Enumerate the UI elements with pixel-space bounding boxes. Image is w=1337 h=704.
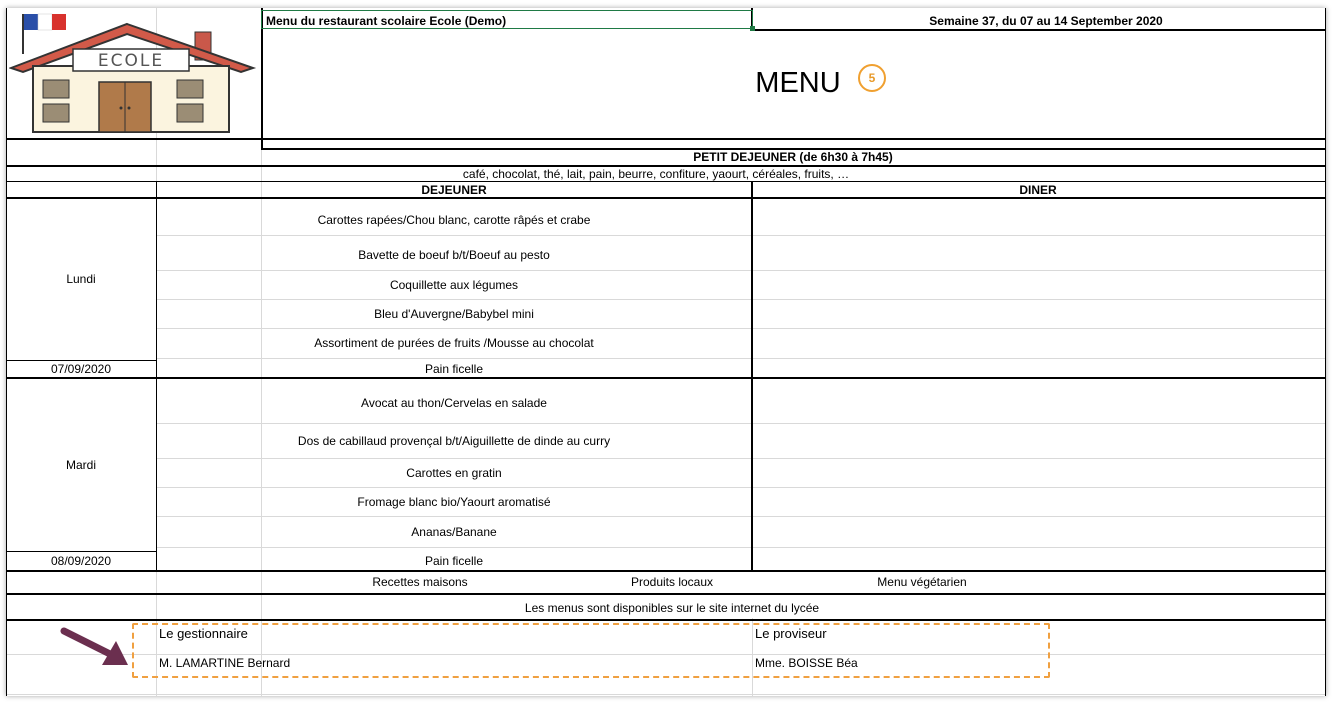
lunch-item: Fromage blanc bio/Yaourt aromatisé — [357, 495, 551, 509]
legend-vegetarien: Menu végétarien — [877, 575, 967, 589]
column-header-lunch: DEJEUNER — [421, 183, 487, 197]
day-date: 07/09/2020 — [50, 362, 112, 376]
day-label: Mardi — [65, 458, 97, 472]
lunch-item: Avocat au thon/Cervelas en salade — [361, 396, 547, 410]
lunch-item: Dos de cabillaud provençal b/t/Aiguillette de dinde au curry — [297, 434, 611, 448]
breakfast-title: PETIT DEJEUNER (de 6h30 à 7h45) — [693, 150, 893, 164]
step-badge — [858, 64, 886, 92]
menu-heading: MENU — [755, 67, 841, 99]
lunch-item: Carottes en gratin — [406, 466, 502, 480]
lunch-item: Bavette de boeuf b/t/Boeuf au pesto — [358, 248, 550, 262]
fill-handle[interactable] — [750, 26, 755, 31]
lunch-item: Assortiment de purées de fruits /Mousse au chocolat — [314, 336, 594, 350]
page-title: Menu du restaurant scolaire Ecole (Demo) — [266, 14, 507, 28]
spreadsheet-page — [6, 8, 1326, 696]
legend-recettes: Recettes maisons — [372, 575, 468, 589]
week-label: Semaine 37, du 07 au 14 September 2020 — [929, 14, 1163, 28]
principal-name: Mme. BOISSE Béa — [755, 656, 858, 670]
legend-produits: Produits locaux — [630, 575, 714, 589]
principal-title: Le proviseur — [755, 626, 827, 641]
lunch-item: Pain ficelle — [424, 362, 484, 376]
day-date: 08/09/2020 — [50, 554, 112, 568]
lunch-item: Pain ficelle — [424, 554, 484, 568]
highlight-box — [132, 623, 1050, 678]
breakfast-items: café, chocolat, thé, lait, pain, beurre, confiture, yaourt, céréales, fruits, … — [462, 167, 850, 181]
step-badge-number: 5 — [868, 71, 876, 85]
school-logo — [9, 10, 259, 136]
manager-title: Le gestionnaire — [159, 626, 248, 641]
lunch-item: Coquillette aux légumes — [389, 278, 519, 292]
logo-text: ECOLE — [97, 51, 165, 71]
day-label: Lundi — [66, 272, 96, 286]
column-header-dinner: DINER — [1019, 183, 1057, 197]
availability-note: Les menus sont disponibles sur le site internet du lycée — [524, 601, 820, 615]
manager-name: M. LAMARTINE Bernard — [159, 656, 291, 670]
lunch-item: Carottes rapées/Chou blanc, carotte râpés et crabe — [317, 213, 591, 227]
lunch-item: Ananas/Banane — [411, 525, 497, 539]
lunch-item: Bleu d'Auvergne/Babybel mini — [374, 307, 534, 321]
arrow-icon — [60, 625, 134, 669]
